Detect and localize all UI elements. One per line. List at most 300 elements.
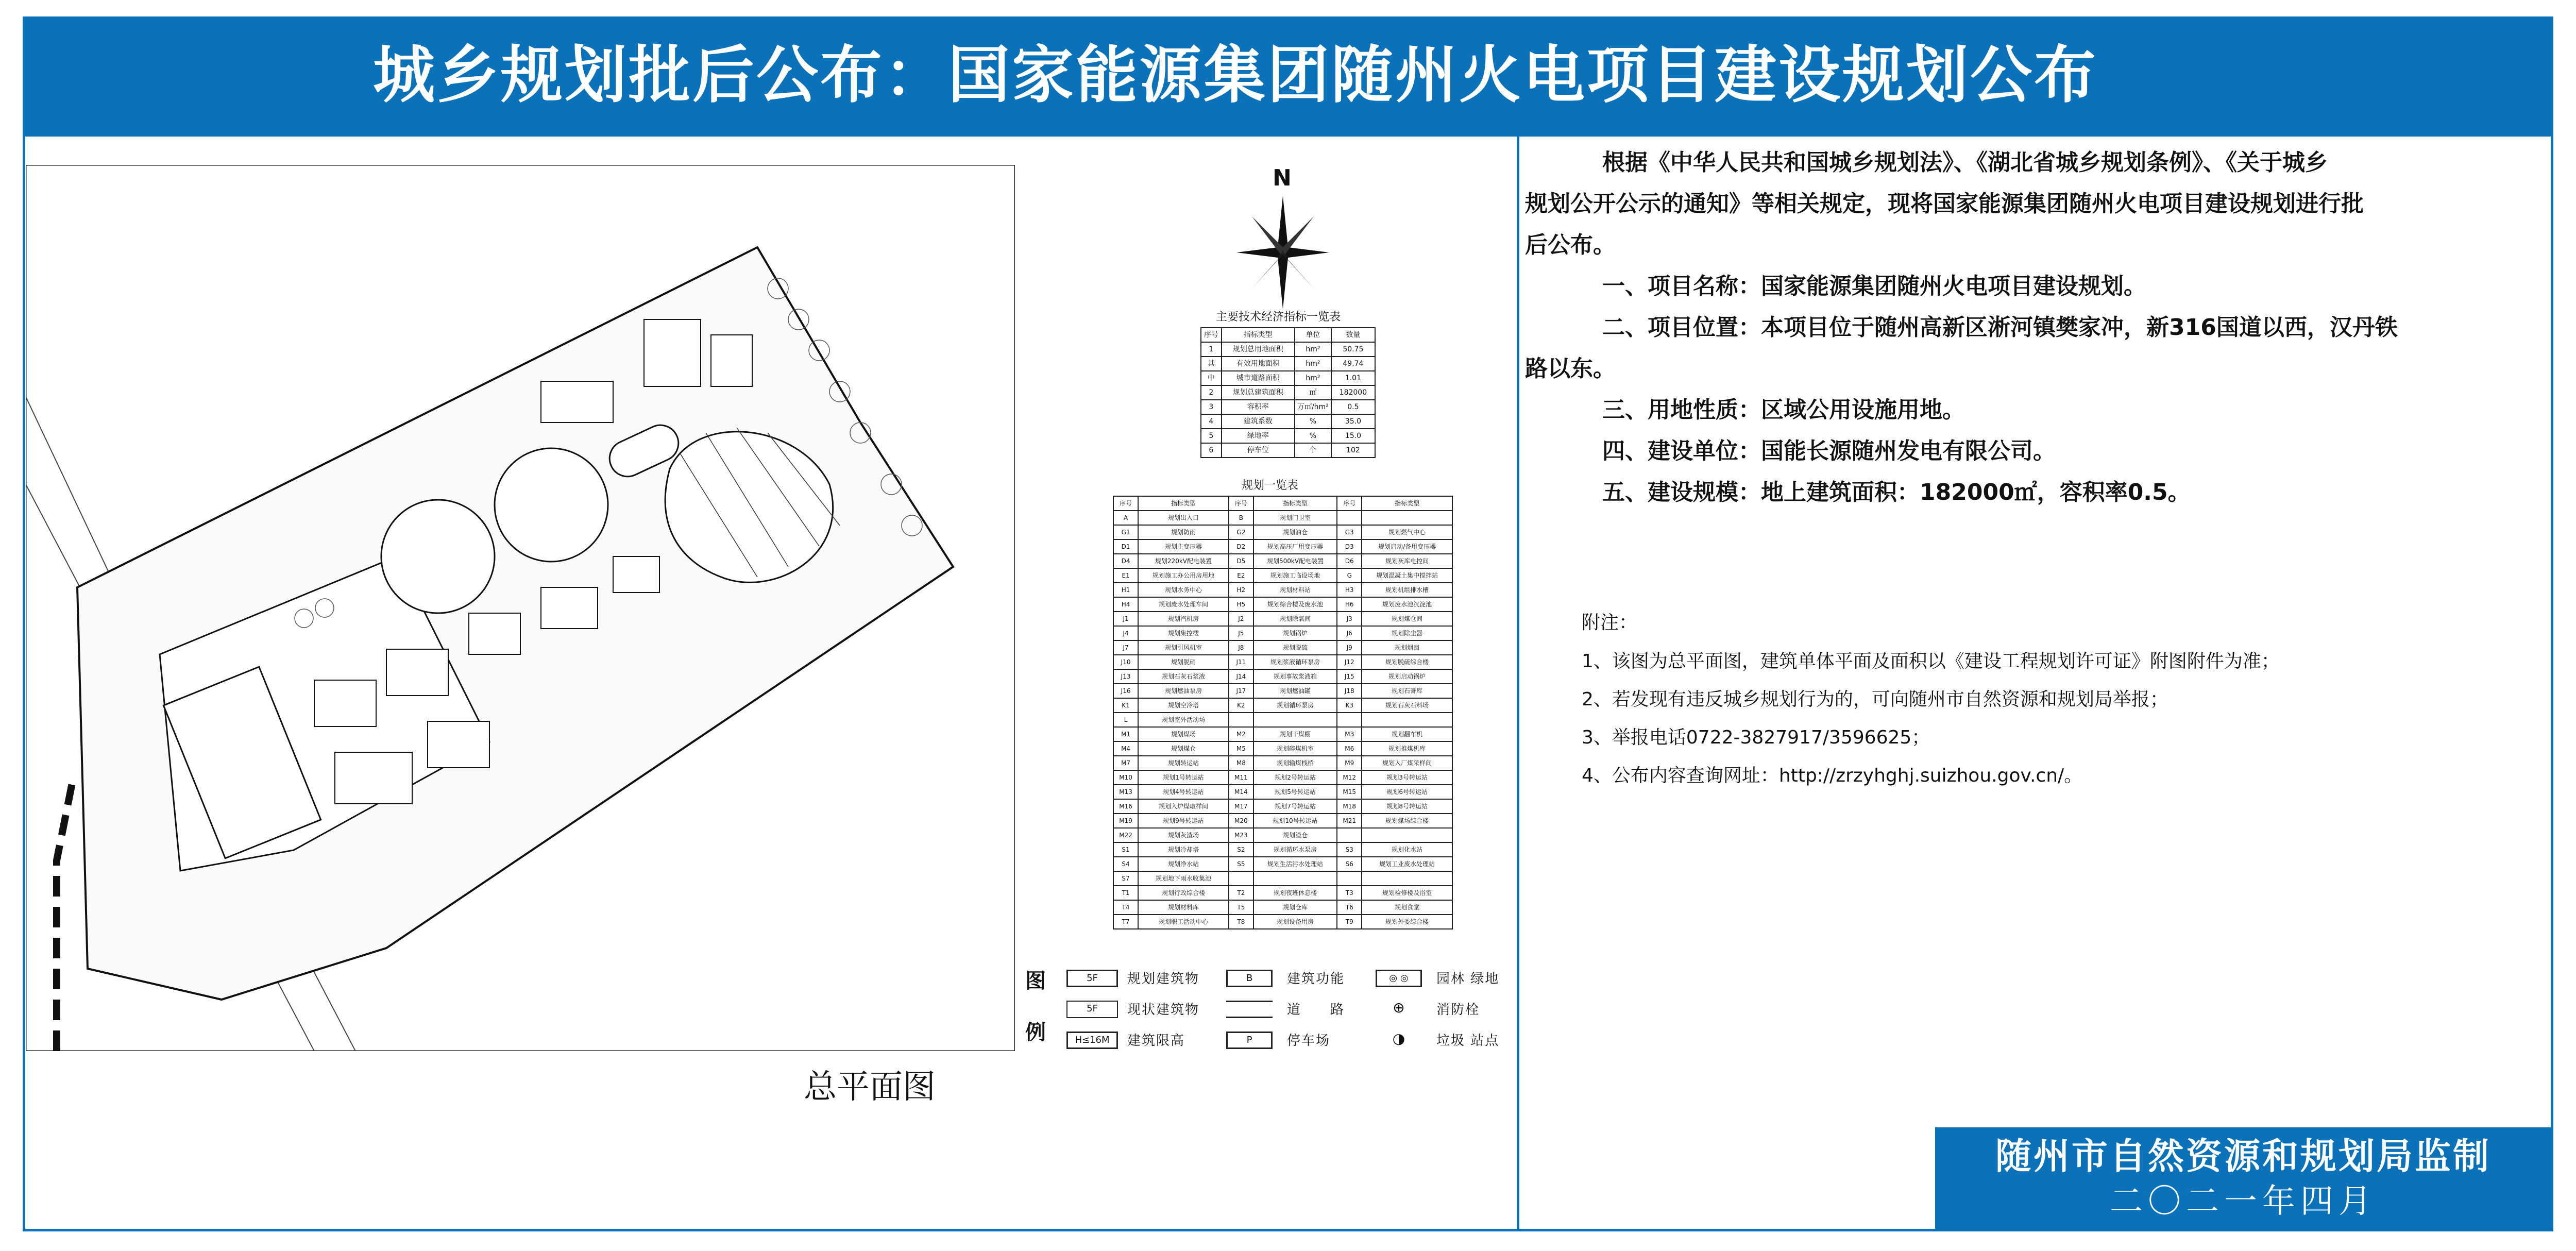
table-cell: 6: [1201, 443, 1222, 458]
table-cell: 规划灰渣场: [1138, 828, 1229, 842]
table-cell: 规划煤仓间: [1362, 612, 1452, 626]
table-cell: [1337, 828, 1362, 842]
table-cell: 规划9号转运站: [1138, 814, 1229, 828]
table-cell: 规划材料站: [1253, 583, 1337, 597]
table-cell: J13: [1113, 669, 1138, 684]
table-cell: 规划行政综合楼: [1138, 886, 1229, 900]
table-cell: 规划职工活动中心: [1138, 915, 1229, 929]
note-line: 4、公布内容查询网址：http://zrzyhghj.suizhou.gov.cn/。: [1582, 765, 2083, 786]
table-header: 指标类型: [1138, 496, 1229, 511]
table-cell: ㎡: [1295, 385, 1331, 400]
table-cell: M21: [1337, 814, 1362, 828]
table-cell: 规划启动/备用变压器: [1362, 539, 1452, 554]
north-arrow: [1236, 165, 1329, 309]
table-cell: [1337, 871, 1362, 886]
table-cell: T9: [1337, 915, 1362, 929]
table-row: [1113, 525, 1452, 539]
table-cell: 规划3号转运站: [1362, 770, 1452, 785]
table-row: [1113, 640, 1452, 655]
table-row: [1113, 828, 1452, 842]
table-row: [1113, 684, 1452, 698]
table-cell: [1337, 713, 1362, 727]
table-cell: 5: [1201, 429, 1222, 443]
table-cell: G: [1337, 568, 1362, 583]
table-cell: 规划综合楼及废水池: [1253, 597, 1337, 612]
table-cell: T7: [1113, 915, 1138, 929]
table-cell: 3: [1201, 400, 1222, 414]
table-cell: 规划4号转运站: [1138, 785, 1229, 799]
table-cell: 有效用地面积: [1222, 357, 1295, 371]
table-cell: S5: [1229, 857, 1253, 871]
table-cell: 规划锅炉: [1253, 626, 1337, 640]
table-header: 序号: [1229, 496, 1253, 511]
table-cell: L: [1113, 713, 1138, 727]
table-row: [1113, 915, 1452, 929]
table-cell: 规划废水池沉淀池: [1362, 597, 1452, 612]
table-row: [1113, 785, 1452, 799]
table-cell: 容积率: [1222, 400, 1295, 414]
table-cell: 规划总建筑面积: [1222, 385, 1295, 400]
table-cell: M18: [1337, 799, 1362, 814]
item-line: 四、建设单位：国能长源随州发电有限公司。: [1602, 438, 2056, 464]
table-cell: G1: [1113, 525, 1138, 539]
table-cell: 规划入炉煤取样间: [1138, 799, 1229, 814]
table-cell: K2: [1229, 698, 1253, 713]
table-cell: T3: [1337, 886, 1362, 900]
table-cell: T8: [1229, 915, 1253, 929]
table-cell: 中: [1201, 371, 1222, 385]
table-cell: D6: [1337, 554, 1362, 568]
table-cell: 规划渣仓: [1253, 828, 1337, 842]
greenery-icon: ◎ ◎: [1376, 970, 1422, 987]
table-cell: J4: [1113, 626, 1138, 640]
page-title: 城乡规划批后公布：国家能源集团随州火电项目建设规划公布: [373, 40, 2098, 111]
item-line: 路以东。: [1525, 356, 1616, 382]
table-cell: M13: [1113, 785, 1138, 799]
table-cell: H1: [1113, 583, 1138, 597]
table-cell: T6: [1337, 900, 1362, 915]
plan-caption: 总平面图: [804, 1068, 936, 1106]
table-header: 序号: [1337, 496, 1362, 511]
item-line: 五、建设规模：地上建筑面积：182000㎡，容积率0.5。: [1602, 479, 2191, 505]
table-cell: 182000: [1331, 385, 1375, 400]
table-cell: G3: [1337, 525, 1362, 539]
table-cell: T4: [1113, 900, 1138, 915]
table-cell: M14: [1229, 785, 1253, 799]
table-cell: 2: [1201, 385, 1222, 400]
table-cell: 规划浆液循环泵房: [1253, 655, 1337, 669]
table-cell: J9: [1337, 640, 1362, 655]
table-header: 数量: [1331, 328, 1375, 342]
table-cell: M19: [1113, 814, 1138, 828]
table-cell: 规划燃油泵房: [1138, 684, 1229, 698]
issuer-name: 随州市自然资源和规划局监制: [1995, 1135, 2491, 1177]
table-cell: J17: [1229, 684, 1253, 698]
note-line: 2、若发现有违反城乡规划行为的，可向随州市自然资源和规划局举报；: [1582, 689, 2168, 710]
table-cell: 规划煤仓: [1138, 741, 1229, 756]
table-cell: 规划石灰石料场: [1362, 698, 1452, 713]
table-cell: M3: [1337, 727, 1362, 741]
table-cell: B: [1229, 511, 1253, 525]
table-cell: S4: [1113, 857, 1138, 871]
table-cell: T5: [1229, 900, 1253, 915]
table-cell: 规划施工临设场地: [1253, 568, 1337, 583]
table-header: 指标类型: [1362, 496, 1452, 511]
table-cell: 规划主变压器: [1138, 539, 1229, 554]
table-cell: J2: [1229, 612, 1253, 626]
table-cell: 规划引风机室: [1138, 640, 1229, 655]
note-line: 1、该图为总平面图，建筑单体平面及面积以《建设工程规划许可证》附图附件为准；: [1582, 651, 2280, 672]
table-row: [1113, 770, 1452, 785]
table-cell: 规划事故浆液箱: [1253, 669, 1337, 684]
table-row: [1113, 886, 1452, 900]
table-cell: 规划燃油罐: [1253, 684, 1337, 698]
table-cell: 规划地下雨水收集池: [1138, 871, 1229, 886]
table-cell: 规划6号转运站: [1362, 785, 1452, 799]
table-cell: 规划生活污水处理站: [1253, 857, 1337, 871]
table-row: [1113, 583, 1452, 597]
table-cell: 规划石膏库: [1362, 684, 1452, 698]
existing-building-symbol: 5F: [1066, 1001, 1118, 1018]
table-cell: [1337, 511, 1362, 525]
table-cell: K3: [1337, 698, 1362, 713]
table-cell: %: [1295, 429, 1331, 443]
issue-date: 二〇二一年四月: [2110, 1182, 2377, 1221]
table-cell: M20: [1229, 814, 1253, 828]
table-cell: J10: [1113, 655, 1138, 669]
legend-item-label: 消防栓: [1436, 1002, 1480, 1018]
table-cell: M2: [1229, 727, 1253, 741]
table-cell: D3: [1337, 539, 1362, 554]
table-cell: 建筑系数: [1222, 414, 1295, 429]
table-cell: 规划烟囱: [1362, 640, 1452, 655]
table-row: [1113, 814, 1452, 828]
table-row: [1113, 713, 1452, 727]
planned-building-symbol: 5F: [1066, 970, 1118, 987]
table-cell: 规划混凝土集中搅拌站: [1362, 568, 1452, 583]
table-cell: 规划化水站: [1362, 842, 1452, 857]
table-cell: 规划室外活动场: [1138, 713, 1229, 727]
table-row: [1201, 414, 1375, 429]
table-cell: 规划循环泵房: [1253, 698, 1337, 713]
table-cell: S1: [1113, 842, 1138, 857]
table-cell: D2: [1229, 539, 1253, 554]
table-cell: [1362, 713, 1452, 727]
table-header: 单位: [1295, 328, 1331, 342]
intro-line: 规划公开公示的通知》等相关规定，现将国家能源集团随州火电项目建设规划进行批: [1525, 191, 2364, 217]
table-cell: 规划脱硝: [1138, 655, 1229, 669]
table-cell: S7: [1113, 871, 1138, 886]
table-cell: 城市道路面积: [1222, 371, 1295, 385]
table-row: [1113, 568, 1452, 583]
legend-label: 例: [1025, 1021, 1046, 1044]
table-cell: H4: [1113, 597, 1138, 612]
legend-item-label: 建筑功能: [1287, 971, 1345, 987]
table-cell: D4: [1113, 554, 1138, 568]
table-row: [1113, 612, 1452, 626]
table-cell: S3: [1337, 842, 1362, 857]
table-cell: 规划2号转运站: [1253, 770, 1337, 785]
table-cell: J3: [1337, 612, 1362, 626]
table-row: [1113, 741, 1452, 756]
table-cell: T1: [1113, 886, 1138, 900]
table-cell: 规划食堂: [1362, 900, 1452, 915]
legend: [1025, 958, 1510, 1061]
fire-hydrant-icon: ⊕: [1393, 999, 1405, 1016]
table-cell: 规划油仓: [1253, 525, 1337, 539]
table-cell: J12: [1337, 655, 1362, 669]
table-cell: [1229, 871, 1253, 886]
table-cell: K1: [1113, 698, 1138, 713]
table-header: 序号: [1201, 328, 1222, 342]
table-cell: S2: [1229, 842, 1253, 857]
table-cell: 规划7号转运站: [1253, 799, 1337, 814]
compass-rose-icon: [1236, 191, 1329, 309]
table-cell: 规划灰库电控间: [1362, 554, 1452, 568]
table-cell: 规划总用地面积: [1222, 342, 1295, 357]
intro-line: 后公布。: [1525, 232, 1616, 258]
table-row: [1201, 443, 1375, 458]
table-cell: M17: [1229, 799, 1253, 814]
table-cell: J8: [1229, 640, 1253, 655]
table-row: [1201, 429, 1375, 443]
table-row: [1113, 554, 1452, 568]
table-cell: H2: [1229, 583, 1253, 597]
table-cell: H3: [1337, 583, 1362, 597]
table-cell: J15: [1337, 669, 1362, 684]
table-cell: H5: [1229, 597, 1253, 612]
table-cell: D5: [1229, 554, 1253, 568]
table-cell: M4: [1113, 741, 1138, 756]
table-cell: 规划外委综合楼: [1362, 915, 1452, 929]
building-function-symbol: B: [1226, 970, 1273, 987]
table-cell: 规划除尘器: [1362, 626, 1452, 640]
table-cell: [1229, 713, 1253, 727]
table-cell: 规划煤场综合楼: [1362, 814, 1452, 828]
table-cell: 规划8号转运站: [1362, 799, 1452, 814]
table-row: [1113, 511, 1452, 525]
table-cell: [1253, 713, 1337, 727]
table-cell: 规划高压厂用变压器: [1253, 539, 1337, 554]
table-cell: G2: [1229, 525, 1253, 539]
item-line: 二、项目位置：本项目位于随州高新区淅河镇樊家冲，新316国道以西，汉丹铁: [1602, 314, 2398, 341]
intro-line: 根据《中华人民共和国城乡规划法》、《湖北省城乡规划条例》、《关于城乡: [1602, 149, 2328, 176]
table-header: 指标类型: [1222, 328, 1295, 342]
table-cell: 规划转运站: [1138, 756, 1229, 770]
legend-item-label: 道 路: [1287, 1002, 1345, 1018]
table-cell: M8: [1229, 756, 1253, 770]
table-cell: 规划1号转运站: [1138, 770, 1229, 785]
table-row: [1113, 597, 1452, 612]
legend-item-label: 现状建筑物: [1127, 1002, 1200, 1018]
table-cell: [1362, 871, 1452, 886]
table-cell: J7: [1113, 640, 1138, 655]
note-line: 3、举报电话0722-3827917/3596625；: [1582, 727, 1930, 748]
table-cell: E2: [1229, 568, 1253, 583]
table-cell: 其: [1201, 357, 1222, 371]
table-cell: 规划集控楼: [1138, 626, 1229, 640]
table-cell: 规划入厂煤采样间: [1362, 756, 1452, 770]
notes-title: 附注：: [1582, 612, 1638, 633]
table-row: [1113, 756, 1452, 770]
table-cell: 1.01: [1331, 371, 1375, 385]
table-cell: 停车位: [1222, 443, 1295, 458]
table-cell: M22: [1113, 828, 1138, 842]
table-cell: hm²: [1295, 342, 1331, 357]
table-cell: 规划检修楼及浴室: [1362, 886, 1452, 900]
table-row: [1113, 727, 1452, 741]
table-cell: A: [1113, 511, 1138, 525]
table-cell: H6: [1337, 597, 1362, 612]
table-cell: 规划废水处理车间: [1138, 597, 1229, 612]
table-cell: 规划5号转运站: [1253, 785, 1337, 799]
table-cell: 规划干煤棚: [1253, 727, 1337, 741]
table-cell: M9: [1337, 756, 1362, 770]
table-cell: hm²: [1295, 357, 1331, 371]
table-cell: 规划夜班休息楼: [1253, 886, 1337, 900]
table-cell: 规划机组排水槽: [1362, 583, 1452, 597]
table-cell: [1362, 828, 1452, 842]
table-cell: M6: [1337, 741, 1362, 756]
table-row: [1113, 799, 1452, 814]
table-cell: 15.0: [1331, 429, 1375, 443]
table-cell: 50.75: [1331, 342, 1375, 357]
table-cell: M1: [1113, 727, 1138, 741]
table-cell: J16: [1113, 684, 1138, 698]
table-row: [1201, 357, 1375, 371]
table-cell: [1362, 511, 1452, 525]
table-cell: 规划设备用房: [1253, 915, 1337, 929]
table-cell: M5: [1229, 741, 1253, 756]
table-cell: M12: [1337, 770, 1362, 785]
table-row: [1113, 842, 1452, 857]
tech-table: [1200, 327, 1376, 458]
table-cell: 规划500kV配电装置: [1253, 554, 1337, 568]
table-cell: M11: [1229, 770, 1253, 785]
table-cell: 规划10号转运站: [1253, 814, 1337, 828]
table-cell: 规划石灰石浆液: [1138, 669, 1229, 684]
table-cell: 个: [1295, 443, 1331, 458]
table-cell: 规划燃气中心: [1362, 525, 1452, 539]
table-row: [1113, 857, 1452, 871]
table-row: [1113, 626, 1452, 640]
table-cell: J1: [1113, 612, 1138, 626]
legend-item-label: 建筑限高: [1127, 1033, 1185, 1049]
table-cell: 规划碎煤机室: [1253, 741, 1337, 756]
table-cell: M16: [1113, 799, 1138, 814]
table-row: [1113, 539, 1452, 554]
table-header: 序号: [1113, 496, 1138, 511]
table-cell: 49.74: [1331, 357, 1375, 371]
height-limit-symbol: H≤16M: [1066, 1032, 1118, 1049]
table-cell: hm²: [1295, 371, 1331, 385]
table-cell: 绿地率: [1222, 429, 1295, 443]
table-cell: E1: [1113, 568, 1138, 583]
parking-icon: P: [1226, 1032, 1273, 1049]
plan-table: [1113, 496, 1453, 929]
table-cell: 规划翻车机: [1362, 727, 1452, 741]
item-line: 一、项目名称：国家能源集团随州火电项目建设规划。: [1602, 273, 2146, 299]
issuer-stamp: [1935, 1127, 2551, 1229]
item-line: 三、用地性质：区域公用设施用地。: [1602, 397, 1965, 423]
table-cell: 0.5: [1331, 400, 1375, 414]
table-row: [1113, 900, 1452, 915]
table-cell: 35.0: [1331, 414, 1375, 429]
legend-item-label: 规划建筑物: [1127, 971, 1200, 987]
table-cell: J11: [1229, 655, 1253, 669]
site-plan-drawing: [26, 165, 1015, 1051]
table-cell: 规划空冷塔: [1138, 698, 1229, 713]
table-cell: 102: [1331, 443, 1375, 458]
table-cell: 1: [1201, 342, 1222, 357]
north-label: N: [1273, 165, 1292, 191]
table-row: [1113, 655, 1452, 669]
table-cell: 规划煤场: [1138, 727, 1229, 741]
legend-item-label: 园林 绿地: [1436, 971, 1500, 987]
table-cell: J6: [1337, 626, 1362, 640]
legend-label: 图: [1025, 969, 1046, 993]
table-cell: 规划220kV配电装置: [1138, 554, 1229, 568]
table-row: [1201, 385, 1375, 400]
table-cell: M15: [1337, 785, 1362, 799]
table-cell: [1253, 871, 1337, 886]
table-row: [1201, 371, 1375, 385]
table-cell: M10: [1113, 770, 1138, 785]
table-cell: 4: [1201, 414, 1222, 429]
table-header: 指标类型: [1253, 496, 1337, 511]
table-cell: 规划脱硫综合楼: [1362, 655, 1452, 669]
table-cell: 规划水务中心: [1138, 583, 1229, 597]
tech-table-title: 主要技术经济指标一览表: [1216, 311, 1341, 324]
legend-item-label: 垃圾 站点: [1436, 1033, 1500, 1049]
table-cell: 规划防雨: [1138, 525, 1229, 539]
table-row: [1113, 698, 1452, 713]
table-row: [1113, 871, 1452, 886]
table-cell: M7: [1113, 756, 1138, 770]
header-banner: [23, 16, 2553, 134]
table-cell: J18: [1337, 684, 1362, 698]
table-cell: %: [1295, 414, 1331, 429]
table-row: [1113, 669, 1452, 684]
table-row: [1201, 342, 1375, 357]
table-cell: T2: [1229, 886, 1253, 900]
table-cell: 规划出入口: [1138, 511, 1229, 525]
road-icon: [1226, 1001, 1273, 1018]
table-cell: 规划循环水泵房: [1253, 842, 1337, 857]
panel-divider: [1517, 134, 1519, 1231]
table-cell: 规划推煤机库: [1362, 741, 1452, 756]
table-cell: 规划工业废水处理站: [1362, 857, 1452, 871]
table-cell: 规划门卫室: [1253, 511, 1337, 525]
table-cell: 规划净水站: [1138, 857, 1229, 871]
table-cell: 规划仓库: [1253, 900, 1337, 915]
table-row: [1113, 496, 1452, 511]
table-cell: 规划冷却塔: [1138, 842, 1229, 857]
table-cell: 规划脱硫: [1253, 640, 1337, 655]
table-cell: D1: [1113, 539, 1138, 554]
table-cell: 万㎡/hm²: [1295, 400, 1331, 414]
site-plan: [26, 165, 1015, 1051]
table-cell: 规划启动锅炉: [1362, 669, 1452, 684]
table-cell: J14: [1229, 669, 1253, 684]
table-cell: 规划材料库: [1138, 900, 1229, 915]
table-cell: 规划汽机房: [1138, 612, 1229, 626]
table-row: [1201, 328, 1375, 342]
table-cell: 规划除氧间: [1253, 612, 1337, 626]
table-cell: 规划施工办公用房用地: [1138, 568, 1229, 583]
table-row: [1201, 400, 1375, 414]
plan-table-title: 规划一览表: [1242, 479, 1299, 492]
